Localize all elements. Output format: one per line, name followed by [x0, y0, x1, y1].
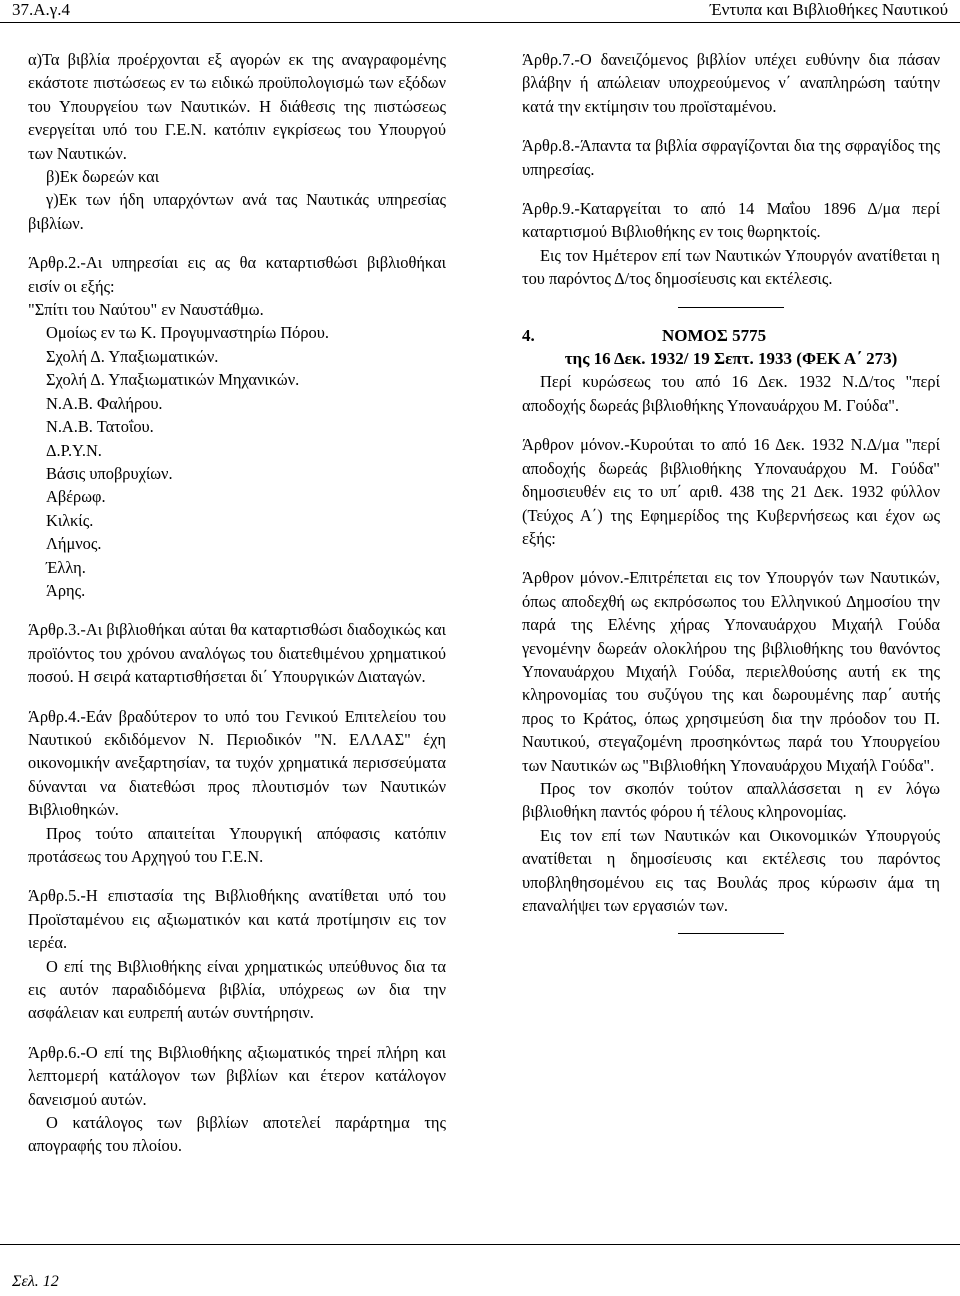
- paragraph: Προς τούτο απαιτείται Υπουργική απόφασις κατόπιν προτάσεως του Αρχηγού του Γ.Ε.Ν.: [28, 823, 446, 866]
- paragraph: Σχολή Δ. Υπαξιωματικών Μηχανικών.: [46, 370, 300, 390]
- header-title: Έντυπα και Βιβλιοθήκες Ναυτικού: [709, 0, 948, 19]
- paragraph: Δ.Ρ.Υ.Ν.: [46, 440, 102, 460]
- paragraph: Ν.Α.Β. Τατοΐου.: [46, 417, 154, 437]
- law-number: 4.: [522, 325, 535, 345]
- paragraph: Σχολή Δ. Υπαξιωματικών.: [46, 346, 219, 366]
- page-header: [0, 0, 960, 23]
- paragraph: Άρθρον μόνον.-Επιτρέπεται εις τον Υπουργόν των Ναυτικών, όπως αποδεχθή ως εκπρόσωπος του Ελληνικού Δημοσίου την παρά της Ελένης χήρας Υποναυάρχου Μιχαήλ Γούδα γενομένην δωρεάν ολοκλήρου της βιβλιοθήκης του θανόντος Υποναυάρχου Μιχαήλ Γούδα, περιελθούσης αυτή εκ της κληρονομίας του συζύγου της και δωρουμένης παρ΄ αυτής προς το Κράτος, όπως χρησιμεύση δια την πρόοδον του Π. Ναυτικού, στεγαζομένη προσηκόντως παρά του Υπουργείου των Ναυτικών ως "Βιβλιοθήκη Υποναυάρχου Μιχαήλ Γούδα".: [522, 568, 940, 775]
- paragraph-gap: [522, 917, 940, 933]
- paragraph-gap: [522, 118, 940, 134]
- paragraph: Περί κυρώσεως του από 16 Δεκ. 1932 Ν.Δ/τος "περί αποδοχής δωρεάς βιβλιοθήκης Υποναυάρχου Μ. Γούδα".: [522, 372, 940, 415]
- paragraph-gap: [28, 602, 446, 618]
- paragraph: Προς τον σκοπόν τούτον απαλλάσσεται η εν λόγω βιβλιοθήκη παντός φόρου ή τέλους κληρονομίας.: [522, 778, 940, 822]
- paragraph-gap: [522, 550, 940, 566]
- paragraph: Ομοίως εν τω Κ. Προγυμναστηρίω Πόρου.: [46, 323, 329, 343]
- section-code: 37.Α.γ.4: [12, 0, 71, 19]
- paragraph: Άρθρ.5.-Η επιστασία της Βιβλιοθήκης ανατίθεται υπό του Προϊσταμένου εις αξιωματικόν και κατά προτίμησιν εις τον ιερέα.: [28, 886, 446, 953]
- paragraph: Άρθρ.4.-Εάν βραδύτερον το υπό του Γενικού Επιτελείου του Ναυτικού εκδιδόμενον Ν. Περιοδικόν "Ν. ΕΛΛΑΣ" έχη οικονομικήν ανεξαρτησίαν, τα τυχόν χρηματικά περισσεύματα δύνανται να διατεθώσι προς πλουτισμόν των Ναυτικών Βιβλιοθηκών.: [28, 706, 446, 820]
- paragraph-gap: [28, 235, 446, 251]
- paragraph: Άρθρ.9.-Καταργείται το από 14 Μαΐου 1896 Δ/μα περί καταρτισμού Βιβλιοθήκης εν τοις θωρηκτοίς.: [522, 199, 940, 242]
- law-heading: [522, 324, 940, 347]
- page-footer: [0, 1244, 960, 1290]
- paragraph: γ)Εκ των ήδη υπαρχόντων ανά τας Ναυτικάς υπηρεσίας βιβλίων.: [28, 190, 446, 233]
- paragraph: α)Τα βιβλία προέρχονται εξ αγορών εκ της αναγραφομένης εκάστοτε πιστώσεως εν τω ειδικώ προϋπολογισμώ των εξόδων του Υπουργείου των Ναυτικών. Η διάθεσις της πιστώσεως ενεργείται υπό του Γ.Ε.Ν. κατόπιν εγκρίσεως του Υπουργού των Ναυτικών.: [28, 50, 446, 163]
- paragraph: Ν.Α.Β. Φαλήρου.: [46, 393, 163, 413]
- paragraph: Αβέρωφ.: [46, 487, 106, 507]
- paragraph-gap: [522, 417, 940, 433]
- paragraph-gap: [28, 689, 446, 705]
- paragraph-gap: [522, 181, 940, 197]
- paragraph: Βάσις υποβρυχίων.: [46, 463, 173, 483]
- paragraph: Ο κατάλογος των βιβλίων αποτελεί παράρτημα της απογραφής του πλοίου.: [28, 1113, 446, 1156]
- paragraph-gap: [522, 291, 940, 307]
- law-subtitle: της 16 Δεκ. 1932/ 19 Σεπτ. 1933 (ΦΕΚ Α΄ 273): [564, 349, 898, 369]
- paragraph: Άρθρ.6.-Ο επί της Βιβλιοθήκης αξιωματικός τηρεί πλήρη και λεπτομερή κατάλογον των βιβλίων και έτερον κατάλογον δανεισμού αυτών.: [28, 1042, 446, 1109]
- paragraph: β)Εκ δωρεών και: [46, 167, 160, 187]
- paragraph: Άρης.: [46, 580, 86, 600]
- paragraph-gap: [28, 1025, 446, 1041]
- paragraph: Εις τον Ημέτερον επί των Ναυτικών Υπουργόν ανατίθεται η του παρόντος Δ/τος δημοσίευσις και εκτέλεσις.: [522, 245, 940, 289]
- paragraph: Άρθρ.2.-Αι υπηρεσίαι εις ας θα καταρτισθώσι βιβλιοθήκαι εισίν οι εξής:: [28, 253, 446, 296]
- paragraph: Άρθρ.8.-Άπαντα τα βιβλία σφραγίζονται δια της σφραγίδος της υπηρεσίας.: [522, 136, 940, 179]
- paragraph: Άρθρ.3.-Αι βιβλιοθήκαι αύται θα καταρτισθώσι διαδοχικώς και προϊόντος του χρόνου αναλόγως του διατεθιμένου χρηματικού ποσού. Η σειρά καταρτισθήσεται δι΄ Υπουργικών Διαταγών.: [28, 620, 446, 687]
- paragraph: Ο επί της Βιβλιοθήκης είναι χρηματικώς υπεύθυνος δια τα εις αυτόν παραδιδόμενα βιβλία, υπόχρεως ων δια την ασφάλειαν και ευπρεπή αυτών συντήρησιν.: [28, 956, 446, 1023]
- paragraph: Έλλη.: [46, 557, 86, 577]
- paragraph: Εις τον επί των Ναυτικών και Οικονομικών Υπουργούς ανατίθεται η δημοσίευσις και εκτέλεσις του παρόντος υποβληθησομένου εις τας Βουλάς προς κύρωσιν άμα τη επαναλήψει των εργασιών των.: [522, 825, 940, 915]
- paragraph-gap: [28, 868, 446, 884]
- page-number: Σελ. 12: [12, 1273, 59, 1290]
- paragraph: Λήμνος.: [46, 534, 102, 554]
- paragraph-gap: [522, 308, 940, 324]
- paragraph: "Σπίτι του Ναύτου" εν Ναυστάθμω.: [28, 300, 264, 320]
- left-column: [28, 48, 446, 1158]
- law-title: ΝΟΜΟΣ 5775: [662, 325, 767, 345]
- paragraph: Άρθρ.7.-Ο δανειζόμενος βιβλίον υπέχει ευθύνην δια πάσαν βλάβην ή απώλειαν υποχρεούμενος ν΄ αναπληρώση ταύτην κατά την εκτίμησιν του προϊσταμένου.: [522, 50, 940, 116]
- right-column: [522, 48, 940, 934]
- paragraph: Άρθρον μόνον.-Κυρούται το από 16 Δεκ. 1932 Ν.Δ/μα "περί αποδοχής δωρεάς βιβλιοθήκης Υποναυάρχου Μ. Γούδα" δημοσιευθέν εις το υπ΄ αριθ. 438 της 21 Δεκ. 1932 φύλλον (Τεύχος Α΄) της Εφημερίδος της Κυβερνήσεως και έχον ως εξής:: [522, 435, 940, 548]
- separator-rule: [678, 933, 784, 934]
- paragraph: Κιλκίς.: [46, 510, 94, 530]
